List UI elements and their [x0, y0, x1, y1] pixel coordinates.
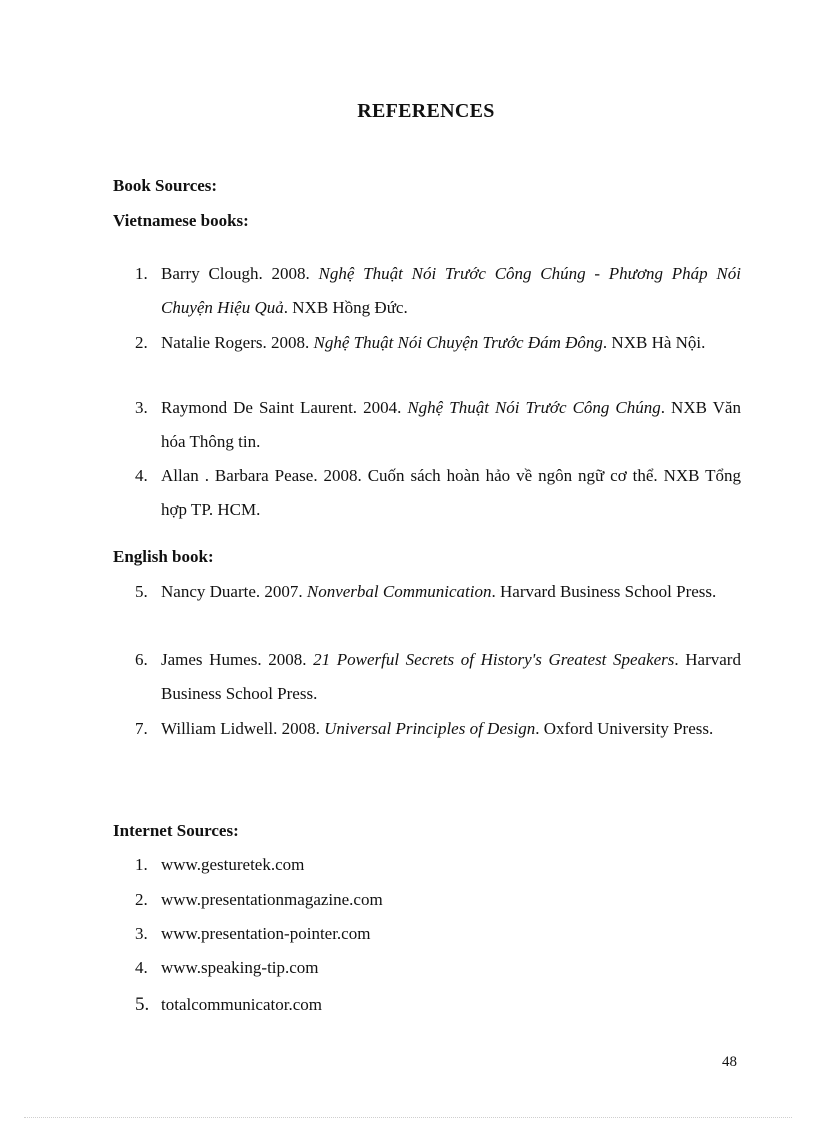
page-edge-divider [24, 1117, 792, 1118]
entry-title: Nghệ Thuật Nói Trước Công Chúng [407, 398, 661, 417]
entry-title: Nonverbal Communication [306, 582, 492, 601]
internet-source-item [135, 958, 319, 978]
entry-number: 3. [135, 924, 148, 943]
page-number: 48 [722, 1054, 737, 1070]
entry-number: 3. [135, 398, 148, 417]
entry-title: Universal Principles of Design [324, 719, 536, 738]
entry-number: 2. [135, 890, 148, 909]
entry-number: 4. [135, 466, 148, 485]
entry-number: 5. [135, 994, 150, 1015]
entry-publisher: . NXB Văn hóa Thông tin. [161, 398, 741, 451]
entry-number: 4. [135, 958, 148, 977]
entry-title: 21 Powerful Secrets of History's Greatest Speakers [313, 650, 675, 669]
reference-entry [135, 391, 741, 459]
entry-publisher: . Harvard Business School Press. [161, 650, 741, 703]
source-url: www.presentationmagazine.com [161, 890, 383, 909]
internet-sources-heading: Internet Sources: [113, 821, 239, 840]
entry-publisher: . Oxford University Press. [535, 719, 714, 738]
source-url: www.speaking-tip.com [161, 958, 319, 977]
internet-source-item [135, 855, 304, 875]
entry-author: James Humes. 2008. [161, 650, 314, 669]
reference-entry [135, 459, 741, 527]
book-sources-heading: Book Sources: [113, 176, 218, 195]
entry-publisher: . NXB Hồng Đức. [283, 298, 408, 317]
reference-entry [135, 575, 741, 609]
entry-publisher: . Harvard Business School Press. [491, 582, 717, 601]
entry-publisher: . NXB Hà Nội. [602, 333, 706, 352]
reference-entry [135, 643, 741, 711]
entry-number: 2. [135, 333, 148, 352]
reference-entry [135, 257, 741, 325]
source-url: www.presentation-pointer.com [161, 924, 371, 943]
entry-author: Natalie Rogers. 2008. [161, 333, 314, 352]
entry-number: 7. [135, 719, 148, 738]
entry-title: Nghệ Thuật Nói Trước Công Chúng - Phương Pháp Nói Chuyện Hiệu Quả [161, 264, 741, 317]
reference-entry [135, 326, 741, 360]
english-book-heading: English book: [113, 547, 214, 566]
entry-number: 5. [135, 582, 148, 601]
entry-author: Barry Clough. 2008. [161, 264, 319, 283]
entry-author: Raymond De Saint Laurent. 2004. [161, 398, 408, 417]
internet-source-item [135, 890, 383, 910]
entry-number: 6. [135, 650, 148, 669]
entry-title: Nghệ Thuật Nói Chuyện Trước Đám Đông [313, 333, 603, 352]
entry-author: William Lidwell. 2008. [161, 719, 325, 738]
source-url: www.gesturetek.com [161, 855, 305, 874]
internet-source-item [135, 994, 322, 1016]
entry-number: 1. [135, 264, 148, 283]
page-title: REFERENCES [357, 100, 495, 122]
entry-author: Nancy Duarte. 2007. [161, 582, 307, 601]
source-url: totalcommunicator.com [161, 995, 322, 1014]
vietnamese-books-heading: Vietnamese books: [113, 211, 249, 230]
reference-entry [135, 712, 741, 746]
entry-number: 1. [135, 855, 148, 874]
internet-source-item [135, 924, 370, 944]
entry-author: Allan . Barbara Pease. 2008. Cuốn sách hoàn hảo về ngôn ngữ cơ thể. NXB Tổng hợp TP. HCM. [161, 466, 741, 519]
